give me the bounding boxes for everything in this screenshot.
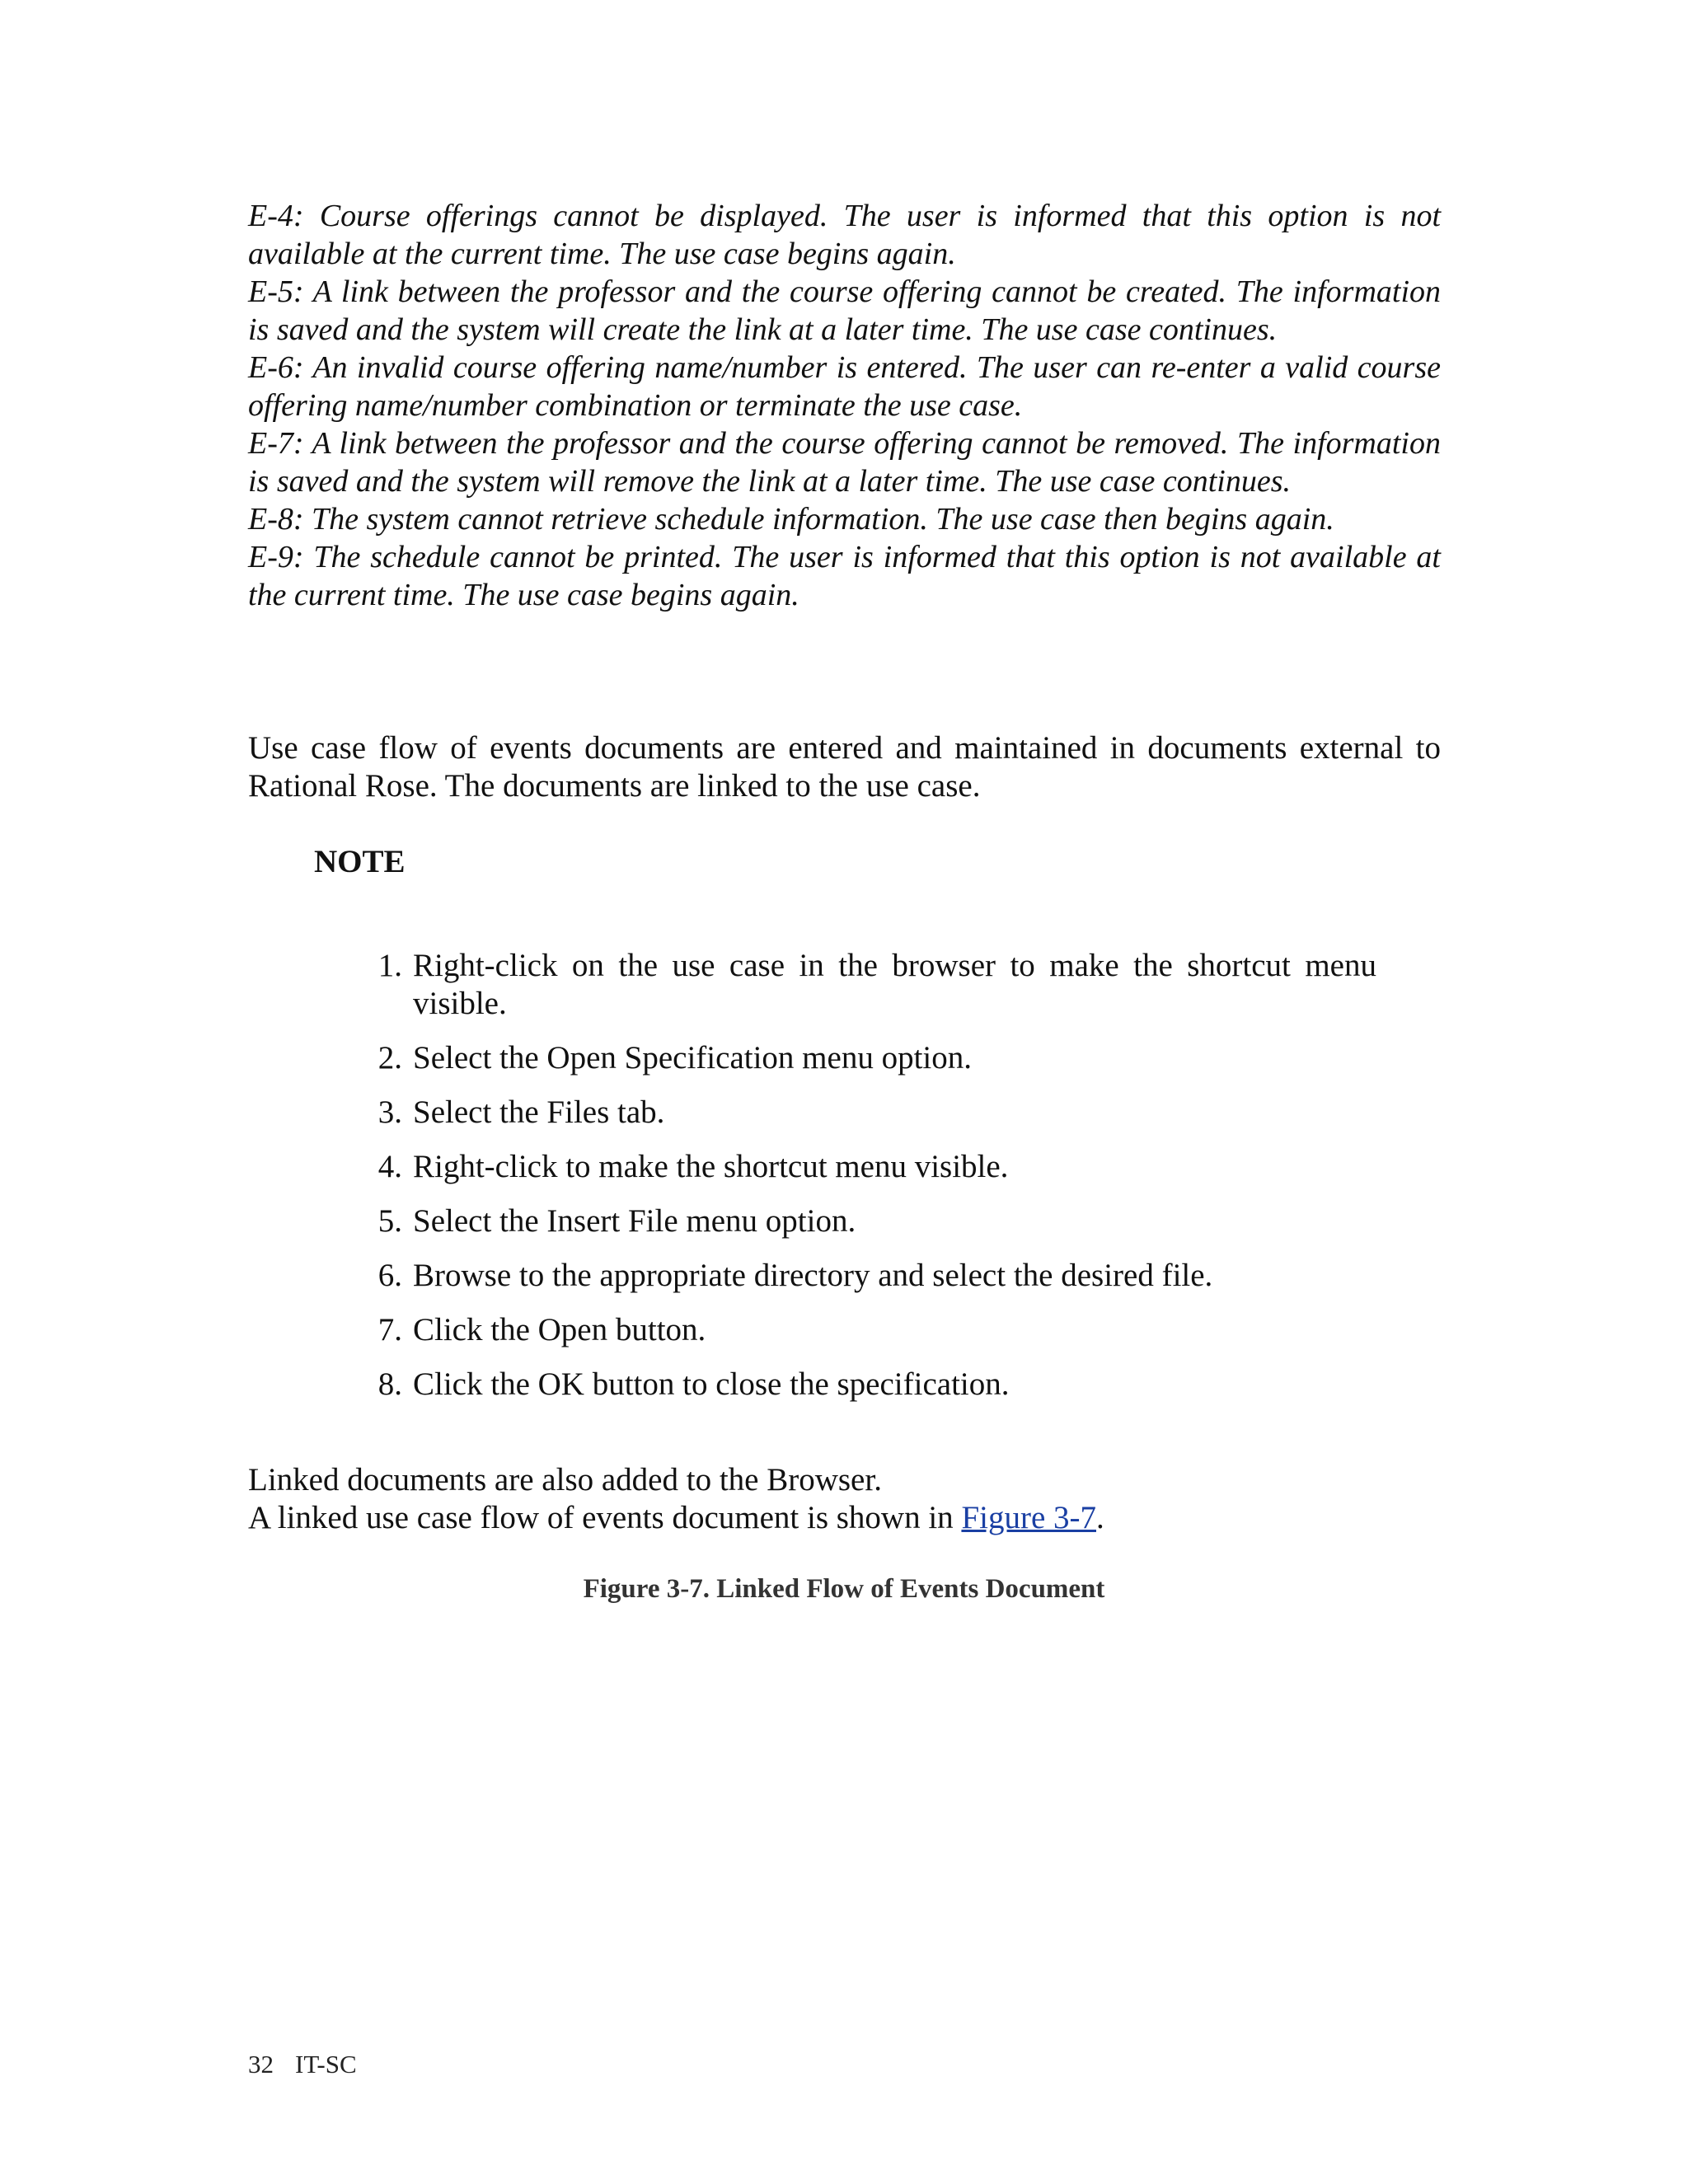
list-item: [354, 1148, 1376, 1186]
note-heading: NOTE: [314, 844, 406, 879]
step-number: 2.: [377, 1040, 402, 1076]
step-number: 1.: [377, 948, 402, 983]
step-text: Right-click on the use case in the browser to make the shortcut menu visible.: [413, 948, 1376, 1021]
step-number: 8.: [377, 1366, 402, 1402]
step-number: 7.: [377, 1312, 402, 1347]
exception-e5: E-5: A link between the professor and the course offering cannot be created. The information is saved and the system will create the link at a later time. The use case continues.: [248, 274, 1441, 347]
exception-e7: E-7: A link between the professor and the course offering cannot be removed. The information is saved and the system will remove the link at a later time. The use case continues.: [248, 426, 1441, 499]
linked-line-1: Linked documents are also added to the Browser.: [248, 1462, 882, 1497]
exception-e4: E-4: Course offerings cannot be displayed. The user is informed that this option is not available at the current time. The use case begins again.: [248, 199, 1441, 271]
step-text: Select the Open Specification menu option.: [413, 1040, 972, 1076]
step-number: 4.: [377, 1149, 402, 1184]
step-number: 6.: [377, 1258, 402, 1293]
steps-list: [354, 947, 1376, 1420]
step-text: Right-click to make the shortcut menu visible.: [413, 1149, 1009, 1184]
linked-line-2-suffix: .: [1096, 1500, 1104, 1535]
list-item: [354, 947, 1376, 1023]
list-item: [354, 1094, 1376, 1132]
step-text: Browse to the appropriate directory and select the desired file.: [413, 1258, 1213, 1293]
page-number: 32: [248, 2050, 274, 2079]
exception-e9: E-9: The schedule cannot be printed. The user is informed that this option is not available at the current time. The use case begins again.: [248, 540, 1441, 612]
intro-paragraph: Use case flow of events documents are entered and maintained in documents external to Rational Rose. The documents are linked to the use case.: [248, 730, 1441, 804]
page-footer: [248, 2048, 357, 2081]
step-text: Select the Insert File menu option.: [413, 1203, 856, 1239]
linked-line-2: [248, 1499, 1441, 1537]
list-item: [354, 1311, 1376, 1349]
exception-e6: E-6: An invalid course offering name/number is entered. The user can re-enter a valid course offering name/number combination or terminate the use case.: [248, 350, 1441, 423]
exception-e8: E-8: The system cannot retrieve schedule information. The use case then begins again.: [248, 502, 1334, 537]
list-item: [354, 1366, 1376, 1404]
linked-documents-paragraph: [248, 1461, 1441, 1537]
figure-3-7-link[interactable]: Figure 3-7: [961, 1500, 1096, 1535]
linked-line-2-text: A linked use case flow of events document is shown in: [248, 1500, 962, 1535]
list-item: [354, 1202, 1376, 1240]
exception-list: [248, 197, 1441, 614]
list-item: [354, 1257, 1376, 1295]
list-item: [354, 1039, 1376, 1077]
step-text: Select the Files tab.: [413, 1094, 665, 1130]
step-text: Click the Open button.: [413, 1312, 706, 1347]
step-number: 3.: [377, 1094, 402, 1130]
step-number: 5.: [377, 1203, 402, 1239]
step-text: Click the OK button to close the specification.: [413, 1366, 1010, 1402]
footer-label: IT-SC: [295, 2050, 357, 2079]
figure-caption: Figure 3-7. Linked Flow of Events Document: [583, 1574, 1105, 1604]
